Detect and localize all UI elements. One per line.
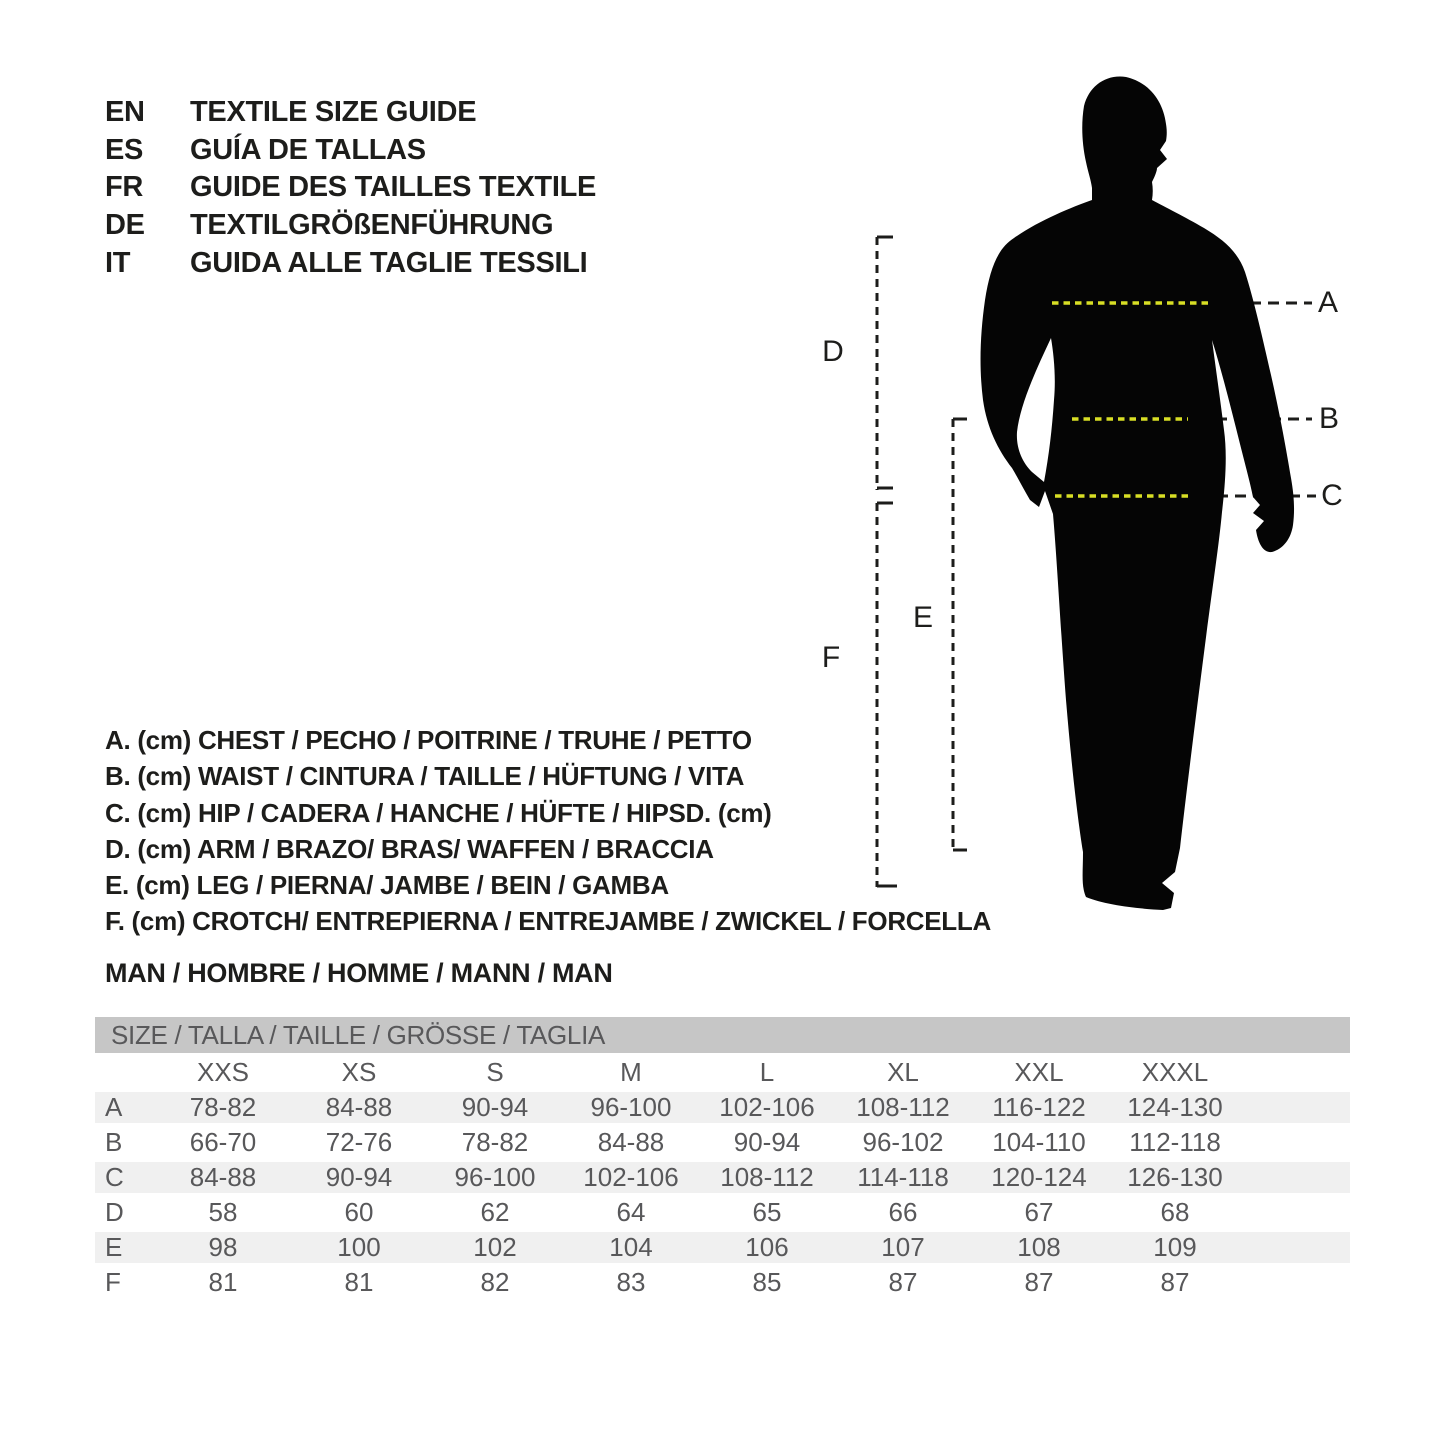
row-label: B bbox=[105, 1127, 123, 1157]
column-header-m: M bbox=[620, 1057, 642, 1087]
table-row bbox=[95, 1127, 1350, 1158]
legend-line-crotch: F. (cm) CROTCH/ ENTREPIERNA / ENTREJAMBE / ZWICKEL / FORCELLA bbox=[105, 906, 991, 937]
table-cell: 82 bbox=[480, 1267, 510, 1297]
size-table bbox=[95, 1017, 1350, 1302]
table-cell: 58 bbox=[208, 1197, 238, 1227]
table-cell: 64 bbox=[616, 1197, 646, 1227]
row-label: D bbox=[105, 1197, 124, 1227]
table-cell: 102-106 bbox=[719, 1092, 815, 1122]
table-cell: 107 bbox=[881, 1232, 925, 1262]
table-row bbox=[95, 1232, 1350, 1263]
row-label: A bbox=[105, 1092, 123, 1122]
table-cell: 85 bbox=[752, 1267, 782, 1297]
size-table-columns bbox=[95, 1053, 1350, 1092]
figure-label-chest: A bbox=[1317, 286, 1338, 319]
table-row bbox=[95, 1092, 1350, 1123]
table-cell: 90-94 bbox=[461, 1092, 529, 1122]
column-header-xxs: XXS bbox=[196, 1057, 250, 1087]
figure-label-leg: E bbox=[912, 601, 933, 634]
figure-label-arm: D bbox=[822, 335, 844, 368]
table-cell: 112-118 bbox=[1129, 1127, 1221, 1157]
lang-code: FR bbox=[105, 171, 144, 204]
table-cell: 84-88 bbox=[189, 1162, 257, 1192]
table-cell: 102 bbox=[473, 1232, 517, 1262]
table-cell: 96-102 bbox=[862, 1127, 944, 1157]
table-cell: 60 bbox=[344, 1197, 374, 1227]
row-label: C bbox=[105, 1162, 124, 1192]
table-cell: 96-100 bbox=[590, 1092, 672, 1122]
table-cell: 108 bbox=[1017, 1232, 1061, 1262]
table-cell: 98 bbox=[208, 1232, 238, 1262]
table-cell: 81 bbox=[208, 1267, 238, 1297]
legend-line-hip: C. (cm) HIP / CADERA / HANCHE / HÜFTE / HIPSD. (cm) bbox=[105, 797, 772, 828]
lang-title: TEXTILGRÖßENFÜHRUNG bbox=[190, 209, 554, 242]
table-cell: 67 bbox=[1024, 1197, 1054, 1227]
column-header-xxxl: XXXL bbox=[1141, 1057, 1209, 1087]
table-cell: 78-82 bbox=[461, 1127, 529, 1157]
table-cell: 126-130 bbox=[1127, 1162, 1223, 1192]
table-cell: 109 bbox=[1153, 1232, 1197, 1262]
table-cell: 83 bbox=[616, 1267, 646, 1297]
table-cell: 72-76 bbox=[325, 1127, 393, 1157]
size-table-header: SIZE / TALLA / TAILLE / GRÖSSE / TAGLIA bbox=[95, 1017, 1350, 1053]
table-cell: 106 bbox=[745, 1232, 789, 1262]
column-header-s: S bbox=[486, 1057, 504, 1087]
lang-code: EN bbox=[105, 96, 145, 128]
table-cell: 120-124 bbox=[991, 1162, 1087, 1192]
table-cell: 108-112 bbox=[720, 1162, 814, 1192]
size-table-body bbox=[95, 1092, 1350, 1298]
table-cell: 66 bbox=[888, 1197, 918, 1227]
table-cell: 81 bbox=[344, 1267, 374, 1297]
lang-code: IT bbox=[105, 246, 131, 279]
row-label: E bbox=[105, 1232, 123, 1262]
table-cell: 65 bbox=[752, 1197, 782, 1227]
table-cell: 62 bbox=[480, 1197, 510, 1227]
lang-title: TEXTILE SIZE GUIDE bbox=[190, 96, 477, 128]
figure-label-hip: C bbox=[1321, 479, 1343, 512]
table-cell: 66-70 bbox=[189, 1127, 257, 1157]
table-cell: 116-122 bbox=[992, 1092, 1086, 1122]
table-cell: 87 bbox=[888, 1267, 918, 1297]
table-cell: 84-88 bbox=[325, 1092, 393, 1122]
table-row bbox=[95, 1197, 1350, 1228]
legend-line-chest: A. (cm) CHEST / PECHO / POITRINE / TRUHE / PETTO bbox=[105, 725, 752, 755]
lang-title: GUIDA ALLE TAGLIE TESSILI bbox=[190, 246, 588, 279]
column-header-xl: XL bbox=[887, 1057, 919, 1087]
row-label: F bbox=[105, 1267, 121, 1297]
table-cell: 104-110 bbox=[992, 1127, 1086, 1157]
legend-line-arm: D. (cm) ARM / BRAZO/ BRAS/ WAFFEN / BRACCIA bbox=[105, 833, 714, 864]
figure-label-waist: B bbox=[1318, 402, 1339, 435]
table-cell: 78-82 bbox=[189, 1092, 257, 1122]
table-cell: 114-118 bbox=[857, 1162, 949, 1192]
gender-line: MAN / HOMBRE / HOMME / MANN / MAN bbox=[105, 958, 613, 988]
table-cell: 84-88 bbox=[597, 1127, 665, 1157]
column-header-xxl: XXL bbox=[1014, 1057, 1064, 1087]
lang-title: GUÍA DE TALLAS bbox=[190, 133, 426, 166]
table-row bbox=[95, 1267, 1350, 1298]
table-cell: 68 bbox=[1160, 1197, 1190, 1227]
figure-label-crotch: F bbox=[821, 641, 841, 674]
table-cell: 124-130 bbox=[1127, 1092, 1223, 1122]
lang-code: ES bbox=[105, 133, 144, 166]
man-silhouette bbox=[981, 77, 1295, 910]
table-cell: 104 bbox=[609, 1232, 653, 1262]
legend-line-leg: E. (cm) LEG / PIERNA/ JAMBE / BEIN / GAMBA bbox=[105, 870, 669, 901]
table-cell: 96-100 bbox=[454, 1162, 536, 1192]
measurement-legend bbox=[105, 722, 991, 940]
column-header-xs: XS bbox=[341, 1057, 377, 1087]
table-cell: 90-94 bbox=[325, 1162, 393, 1192]
table-row bbox=[95, 1162, 1350, 1193]
legend-line-waist: B. (cm) WAIST / CINTURA / TAILLE / HÜFTUNG / VITA bbox=[105, 761, 745, 792]
table-cell: 108-112 bbox=[856, 1092, 950, 1122]
column-header-l: L bbox=[759, 1057, 775, 1087]
table-cell: 90-94 bbox=[733, 1127, 801, 1157]
lang-title: GUIDE DES TAILLES TEXTILE bbox=[190, 171, 597, 204]
table-cell: 87 bbox=[1160, 1267, 1190, 1297]
table-cell: 102-106 bbox=[583, 1162, 679, 1192]
lang-code: DE bbox=[105, 209, 145, 242]
table-cell: 87 bbox=[1024, 1267, 1054, 1297]
table-cell: 100 bbox=[337, 1232, 381, 1262]
